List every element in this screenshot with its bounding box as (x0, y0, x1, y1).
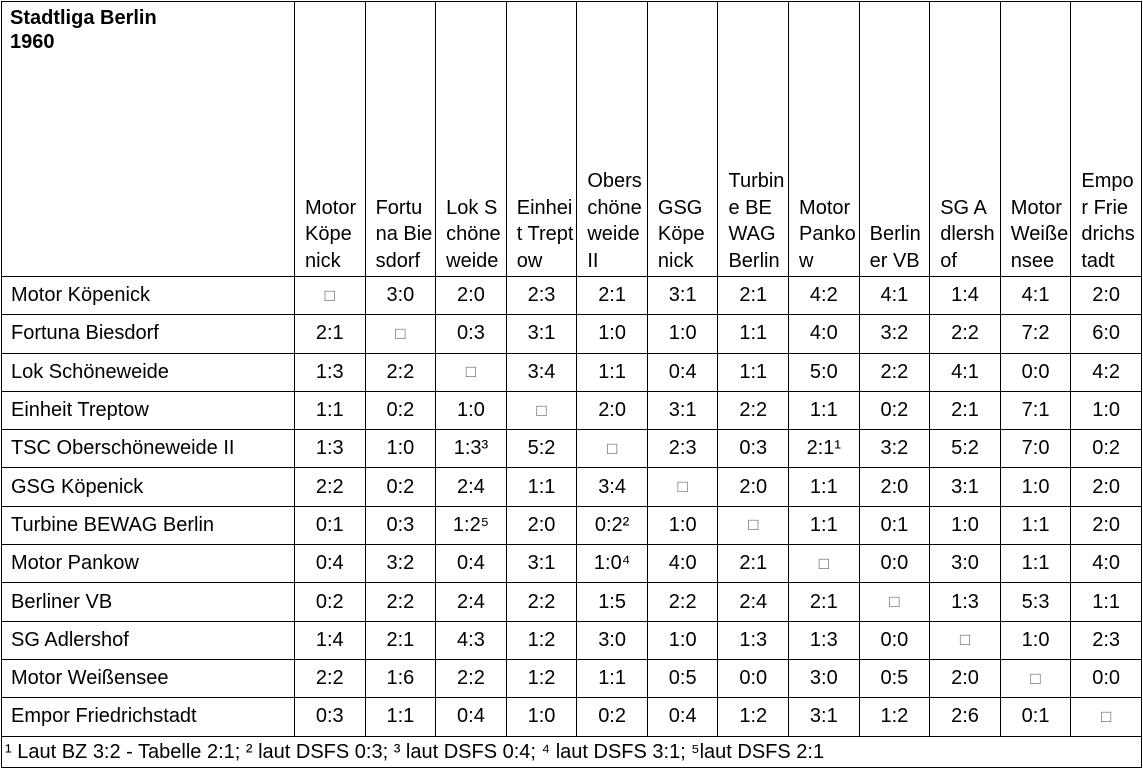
column-header: Empor Friedrichstadt (1071, 2, 1142, 277)
result-cell: 2:4 (436, 583, 507, 621)
result-cell: 1:1 (789, 506, 860, 544)
table-row (2, 659, 1142, 697)
result-cell: 1:4 (295, 621, 366, 659)
result-cell: 1:3 (718, 621, 789, 659)
result-cell: 0:0 (1071, 659, 1142, 697)
result-cell: 0:2 (365, 468, 436, 506)
result-cell: 2:2 (859, 353, 930, 391)
result-cell: 0:2 (859, 391, 930, 429)
result-cell: 2:0 (1071, 506, 1142, 544)
result-cell: 1:1 (577, 353, 648, 391)
result-cell: 2:2 (436, 659, 507, 697)
result-cell: 0:0 (1000, 353, 1071, 391)
team-name: SG Adlershof (2, 621, 295, 659)
result-cell: 1:0 (436, 391, 507, 429)
result-cell: 1:1 (577, 659, 648, 697)
title-line-2: 1960 (10, 31, 55, 53)
result-cell: 1:3 (930, 583, 1001, 621)
result-cell: 3:2 (365, 545, 436, 583)
result-cell: 1:1 (506, 468, 577, 506)
result-cell: 7:0 (1000, 430, 1071, 468)
result-cell: 3:2 (859, 315, 930, 353)
result-cell: 3:4 (577, 468, 648, 506)
diagonal-cell: □ (859, 583, 930, 621)
result-cell: 0:3 (295, 698, 366, 736)
result-cell: 4:0 (647, 545, 718, 583)
result-cell: 3:0 (365, 277, 436, 315)
result-cell: 1:1 (295, 391, 366, 429)
result-cell: 1:0 (647, 621, 718, 659)
column-header: Turbine BEWAG Berlin (718, 2, 789, 277)
column-header: Oberschöneweide II (577, 2, 648, 277)
diagonal-cell: □ (295, 277, 366, 315)
result-cell: 0:3 (718, 430, 789, 468)
diagonal-cell: □ (506, 391, 577, 429)
result-cell: 0:2 (577, 698, 648, 736)
title-line-1: Stadtliga Berlin (10, 7, 157, 29)
result-cell: 5:2 (506, 430, 577, 468)
team-name: Berliner VB (2, 583, 295, 621)
footnote: ¹ Laut BZ 3:2 - Tabelle 2:1; ² laut DSFS 0:3; ³ laut DSFS 0:4; ⁴ laut DSFS 3:1; ⁵laut DSFS 2:1 (2, 736, 1142, 767)
diagonal-cell: □ (930, 621, 1001, 659)
result-cell: 1:0 (930, 506, 1001, 544)
column-header: GSG Köpenick (647, 2, 718, 277)
result-cell: 2:1 (930, 391, 1001, 429)
result-cell: 2:3 (1071, 621, 1142, 659)
result-cell: 2:1 (295, 315, 366, 353)
diagonal-cell: □ (647, 468, 718, 506)
table-row (2, 621, 1142, 659)
result-cell: 1:1 (789, 391, 860, 429)
result-cell: 4:1 (1000, 277, 1071, 315)
result-cell: 3:1 (506, 315, 577, 353)
result-cell: 2:2 (365, 353, 436, 391)
result-cell: 2:4 (718, 583, 789, 621)
result-cell: 0:1 (295, 506, 366, 544)
result-cell: 3:1 (647, 277, 718, 315)
result-cell: 0:2² (577, 506, 648, 544)
result-cell: 5:2 (930, 430, 1001, 468)
result-cell: 1:2 (506, 659, 577, 697)
result-cell: 0:4 (647, 698, 718, 736)
column-header: Motor Köpenick (295, 2, 366, 277)
table-row (2, 315, 1142, 353)
result-cell: 0:2 (365, 391, 436, 429)
result-cell: 4:3 (436, 621, 507, 659)
result-cell: 2:4 (436, 468, 507, 506)
diagonal-cell: □ (1000, 659, 1071, 697)
result-cell: 2:1 (365, 621, 436, 659)
table-row (2, 583, 1142, 621)
result-cell: 2:1¹ (789, 430, 860, 468)
table-row (2, 353, 1142, 391)
result-cell: 1:0 (1000, 621, 1071, 659)
table-row (2, 545, 1142, 583)
team-name: Motor Pankow (2, 545, 295, 583)
table-title (2, 2, 295, 277)
result-cell: 1:5 (577, 583, 648, 621)
result-cell: 0:4 (436, 545, 507, 583)
result-cell: 0:0 (859, 621, 930, 659)
column-header: SG Adlershof (930, 2, 1001, 277)
result-cell: 1:2⁵ (436, 506, 507, 544)
diagonal-cell: □ (436, 353, 507, 391)
result-cell: 2:0 (1071, 277, 1142, 315)
team-name: Turbine BEWAG Berlin (2, 506, 295, 544)
table-row (2, 468, 1142, 506)
team-name: Fortuna Biesdorf (2, 315, 295, 353)
result-cell: 0:4 (436, 698, 507, 736)
result-cell: 1:0 (577, 315, 648, 353)
table-row (2, 506, 1142, 544)
team-name: TSC Oberschöneweide II (2, 430, 295, 468)
result-cell: 1:0 (365, 430, 436, 468)
table-row (2, 698, 1142, 736)
result-cell: 1:2 (506, 621, 577, 659)
result-cell: 1:0 (647, 315, 718, 353)
table-row (2, 391, 1142, 429)
column-header: Fortuna Biesdorf (365, 2, 436, 277)
result-cell: 1:0 (506, 698, 577, 736)
result-cell: 2:2 (930, 315, 1001, 353)
result-cell: 4:0 (1071, 545, 1142, 583)
result-cell: 0:3 (436, 315, 507, 353)
result-cell: 4:0 (789, 315, 860, 353)
result-cell: 0:0 (859, 545, 930, 583)
table-row (2, 277, 1142, 315)
result-cell: 3:0 (930, 545, 1001, 583)
result-cell: 5:0 (789, 353, 860, 391)
result-cell: 3:4 (506, 353, 577, 391)
result-cell: 1:3 (789, 621, 860, 659)
result-cell: 0:4 (647, 353, 718, 391)
result-cell: 0:5 (647, 659, 718, 697)
result-cell: 3:1 (930, 468, 1001, 506)
result-cell: 2:0 (1071, 468, 1142, 506)
result-cell: 2:0 (718, 468, 789, 506)
result-cell: 1:1 (718, 353, 789, 391)
result-cell: 1:1 (1071, 583, 1142, 621)
result-cell: 2:2 (295, 659, 366, 697)
column-header: Motor Weißensee (1000, 2, 1071, 277)
result-cell: 2:2 (295, 468, 366, 506)
diagonal-cell: □ (577, 430, 648, 468)
result-cell: 1:1 (718, 315, 789, 353)
result-cell: 4:1 (930, 353, 1001, 391)
column-header: Berliner VB (859, 2, 930, 277)
result-cell: 2:0 (859, 468, 930, 506)
result-cell: 0:5 (859, 659, 930, 697)
header-row (2, 2, 1142, 277)
result-cell: 4:1 (859, 277, 930, 315)
result-cell: 5:3 (1000, 583, 1071, 621)
result-cell: 1:1 (1000, 506, 1071, 544)
result-cell: 2:2 (647, 583, 718, 621)
diagonal-cell: □ (365, 315, 436, 353)
team-name: Motor Weißensee (2, 659, 295, 697)
result-cell: 4:2 (1071, 353, 1142, 391)
team-name: Empor Friedrichstadt (2, 698, 295, 736)
result-cell: 7:1 (1000, 391, 1071, 429)
result-cell: 2:3 (506, 277, 577, 315)
result-cell: 2:1 (718, 545, 789, 583)
result-cell: 2:0 (930, 659, 1001, 697)
result-cell: 1:0⁴ (577, 545, 648, 583)
result-cell: 3:0 (789, 659, 860, 697)
result-cell: 0:1 (1000, 698, 1071, 736)
result-cell: 1:2 (859, 698, 930, 736)
column-header: Lok Schöneweide (436, 2, 507, 277)
result-cell: 0:0 (718, 659, 789, 697)
diagonal-cell: □ (789, 545, 860, 583)
result-cell: 1:0 (1000, 468, 1071, 506)
result-cell: 4:2 (789, 277, 860, 315)
result-cell: 1:6 (365, 659, 436, 697)
result-cell: 0:1 (859, 506, 930, 544)
result-cell: 2:6 (930, 698, 1001, 736)
result-cell: 2:0 (506, 506, 577, 544)
result-cell: 2:3 (647, 430, 718, 468)
column-header: Motor Pankow (789, 2, 860, 277)
result-cell: 1:0 (1071, 391, 1142, 429)
result-cell: 6:0 (1071, 315, 1142, 353)
diagonal-cell: □ (1071, 698, 1142, 736)
result-cell: 0:2 (295, 583, 366, 621)
result-cell: 0:3 (365, 506, 436, 544)
table-row (2, 430, 1142, 468)
result-cell: 1:3 (295, 353, 366, 391)
result-cell: 3:1 (789, 698, 860, 736)
result-cell: 1:1 (365, 698, 436, 736)
team-name: GSG Köpenick (2, 468, 295, 506)
result-cell: 1:2 (718, 698, 789, 736)
team-name: Lok Schöneweide (2, 353, 295, 391)
result-cell: 1:1 (1000, 545, 1071, 583)
result-cell: 1:1 (789, 468, 860, 506)
result-cell: 3:1 (647, 391, 718, 429)
result-cell: 1:0 (647, 506, 718, 544)
result-cell: 0:2 (1071, 430, 1142, 468)
result-cell: 2:1 (789, 583, 860, 621)
result-cell: 0:4 (295, 545, 366, 583)
result-cell: 3:0 (577, 621, 648, 659)
result-cell: 1:4 (930, 277, 1001, 315)
team-name: Einheit Treptow (2, 391, 295, 429)
footnote-row (2, 736, 1142, 767)
result-cell: 3:2 (859, 430, 930, 468)
diagonal-cell: □ (718, 506, 789, 544)
result-cell: 2:1 (577, 277, 648, 315)
result-cell: 2:2 (365, 583, 436, 621)
result-cell: 7:2 (1000, 315, 1071, 353)
result-cell: 1:3 (295, 430, 366, 468)
result-cell: 2:2 (718, 391, 789, 429)
result-cell: 2:0 (436, 277, 507, 315)
result-cell: 1:3³ (436, 430, 507, 468)
team-name: Motor Köpenick (2, 277, 295, 315)
result-cell: 2:2 (506, 583, 577, 621)
column-header: Einheit Treptow (506, 2, 577, 277)
results-table (1, 1, 1142, 768)
result-cell: 2:1 (718, 277, 789, 315)
result-cell: 3:1 (506, 545, 577, 583)
result-cell: 2:0 (577, 391, 648, 429)
